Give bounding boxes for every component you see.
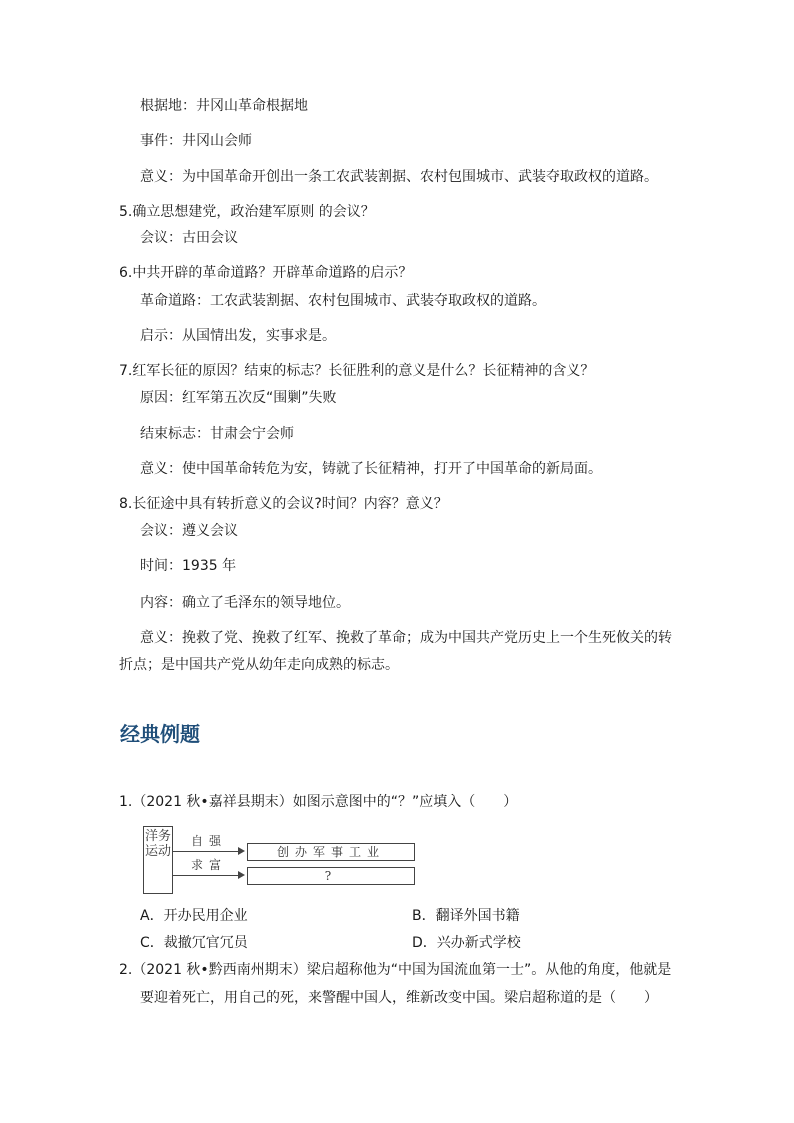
option-d[interactable]: D．兴办新式学校 (412, 935, 521, 951)
question-line: 7.红军长征的原因？结束的标志？长征胜利的意义是什么？长征精神的含义？ (119, 363, 595, 379)
question-line: 8.长征途中具有转折意义的会议?时间？内容？意义？ (119, 496, 448, 512)
text-line: 启示：从国情出发，实事求是。 (140, 328, 336, 344)
diagram-arrow-label: 自强 (191, 834, 228, 848)
question-stem: 要迎着死亡，用自己的死，来警醒中国人，维新改变中国。梁启超称道的是（ ） (140, 990, 658, 1006)
option-a[interactable]: A．开办民用企业 (140, 908, 248, 924)
diagram-left-box: 洋务运动 (143, 826, 173, 894)
diagram-box: ? (247, 867, 415, 885)
text-line: 折点；是中国共产党从幼年走向成熟的标志。 (119, 657, 399, 673)
text-line: 意义：为中国革命开创出一条工农武装割据、农村包围城市、武装夺取政权的道路。 (140, 169, 658, 185)
section-heading: 经典例题 (120, 722, 200, 746)
text-line: 原因：红军第五次反“围剿”失败 (140, 390, 337, 406)
option-b[interactable]: B．翻译外国书籍 (412, 908, 520, 924)
question-line: 5.确立思想建党，政治建军原则 的会议？ (119, 204, 375, 220)
question-stem: 2.（2021 秋•黔西南州期末）梁启超称他为“中国为国流血第一士”。从他的角度，他就是 (119, 962, 672, 978)
text-line: 意义：挽救了党、挽救了红军、挽救了革命；成为中国共产党历史上一个生死攸关的转 (140, 630, 672, 646)
option-c[interactable]: C．裁撤冗官冗员 (140, 935, 248, 951)
question-line: 6.中共开辟的革命道路？开辟革命道路的启示？ (119, 265, 413, 281)
text-line: 会议：遵义会议 (140, 523, 238, 539)
text-line: 根据地：井冈山革命根据地 (140, 98, 308, 114)
text-line: 时间：1935 年 (140, 558, 237, 574)
text-line: 革命道路：工农武装割据、农村包围城市、武装夺取政权的道路。 (140, 293, 546, 309)
text-line: 事件：井冈山会师 (140, 133, 252, 149)
diagram-arrow-label: 求富 (191, 858, 228, 872)
text-line: 意义：使中国革命转危为安，铸就了长征精神，打开了中国革命的新局面。 (140, 461, 602, 477)
text-line: 结束标志：甘肃会宁会师 (140, 426, 294, 442)
diagram-box: 创办军事工业 (247, 843, 415, 861)
arrow-icon (173, 851, 243, 852)
question-stem: 1.（2021 秋•嘉祥县期末）如图示意图中的“？”应填入（ ） (119, 794, 518, 810)
question-diagram (143, 826, 419, 896)
text-line: 会议：古田会议 (140, 230, 238, 246)
arrow-icon (173, 875, 243, 876)
text-line: 内容：确立了毛泽东的领导地位。 (140, 595, 350, 611)
